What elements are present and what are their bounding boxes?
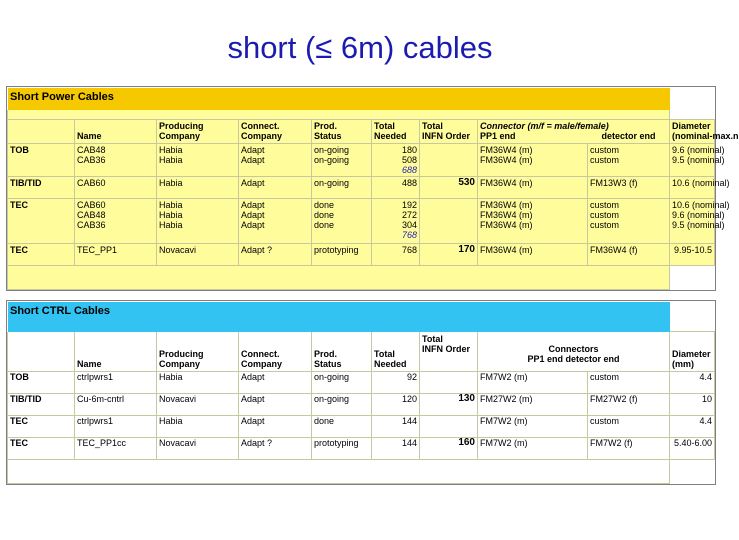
col-header-company: Producing Company bbox=[157, 332, 239, 372]
col-header-total: Total Needed bbox=[372, 332, 420, 372]
col-header-connect: Connect. Company bbox=[239, 120, 312, 144]
table-row: TEC TEC_PP1cc Novacavi Adapt ? prototyping 144 160 FM7W2 (m) FM7W2 (f) 5.40-6.00 bbox=[8, 438, 715, 460]
col-header-infn: Total INFN Order bbox=[420, 332, 478, 372]
power-cables-table bbox=[7, 87, 739, 290]
col-header-diameter: Diameter (mm) bbox=[670, 332, 715, 372]
ctrl-cables-panel bbox=[6, 300, 716, 485]
col-header-diameter: Diameter (nominal-max.n bbox=[670, 120, 715, 144]
table-row: TIB/TID CAB60 Habia Adapt on-going 488 530 FM36W4 (m) FM13W3 (f) 10.6 (nominal) bbox=[8, 177, 715, 199]
col-header-connectors: Connectors PP1 end detector end bbox=[478, 332, 670, 372]
table-row: TIB/TID Cu-6m-cntrl Novacavi Adapt on-going 120 130 FM27W2 (m) FM27W2 (f) 10 bbox=[8, 394, 715, 416]
col-header-total: Total Needed bbox=[372, 120, 420, 144]
power-cables-panel bbox=[6, 86, 739, 291]
ctrl-cables-table bbox=[7, 301, 715, 484]
col-header-connector: Connector (m/f = male/female) PP1 end detector end bbox=[478, 120, 670, 144]
power-section-heading: Short Power Cables bbox=[8, 88, 670, 110]
slide-title: short (≤ 6m) cables bbox=[227, 30, 493, 65]
col-header-name: Name bbox=[75, 332, 157, 372]
table-row: TEC TEC_PP1 Novacavi Adapt ? prototyping 768 170 FM36W4 (m) FM36W4 (f) 9.95-10.5 bbox=[8, 244, 715, 266]
col-header-status: Prod. Status bbox=[312, 332, 372, 372]
col-header-company: Producing Company bbox=[157, 120, 239, 144]
col-header-infn: Total INFN Order bbox=[420, 120, 478, 144]
ctrl-section-heading: Short CTRL Cables bbox=[8, 302, 670, 332]
table-row: TOB ctrlpwrs1 Habia Adapt on-going 92 FM7W2 (m) custom 4.4 bbox=[8, 372, 715, 394]
col-header-connect: Connect. Company bbox=[239, 332, 312, 372]
table-row: TOB CAB48 CAB36 Habia Habia Adapt Adapt on-going on-going 180 508 688 FM36W4 (m) FM36W4 (m) custom custom 9.6 (nominal) 9.5 (nominal) bbox=[8, 144, 715, 177]
col-header-status: Prod. Status bbox=[312, 120, 372, 144]
col-header-name: Name bbox=[75, 120, 157, 144]
table-row: TEC ctrlpwrs1 Habia Adapt done 144 FM7W2 (m) custom 4.4 bbox=[8, 416, 715, 438]
table-row: TEC CAB60 CAB48 CAB36 Habia Habia Habia Adapt Adapt Adapt done done done 192 272 304 768 FM36W4 (m) FM36W4 (m) FM36W4 (m) custom custom custom 10.6 (nominal) 9.6 (nominal) 9.5 (nominal) bbox=[8, 199, 715, 244]
